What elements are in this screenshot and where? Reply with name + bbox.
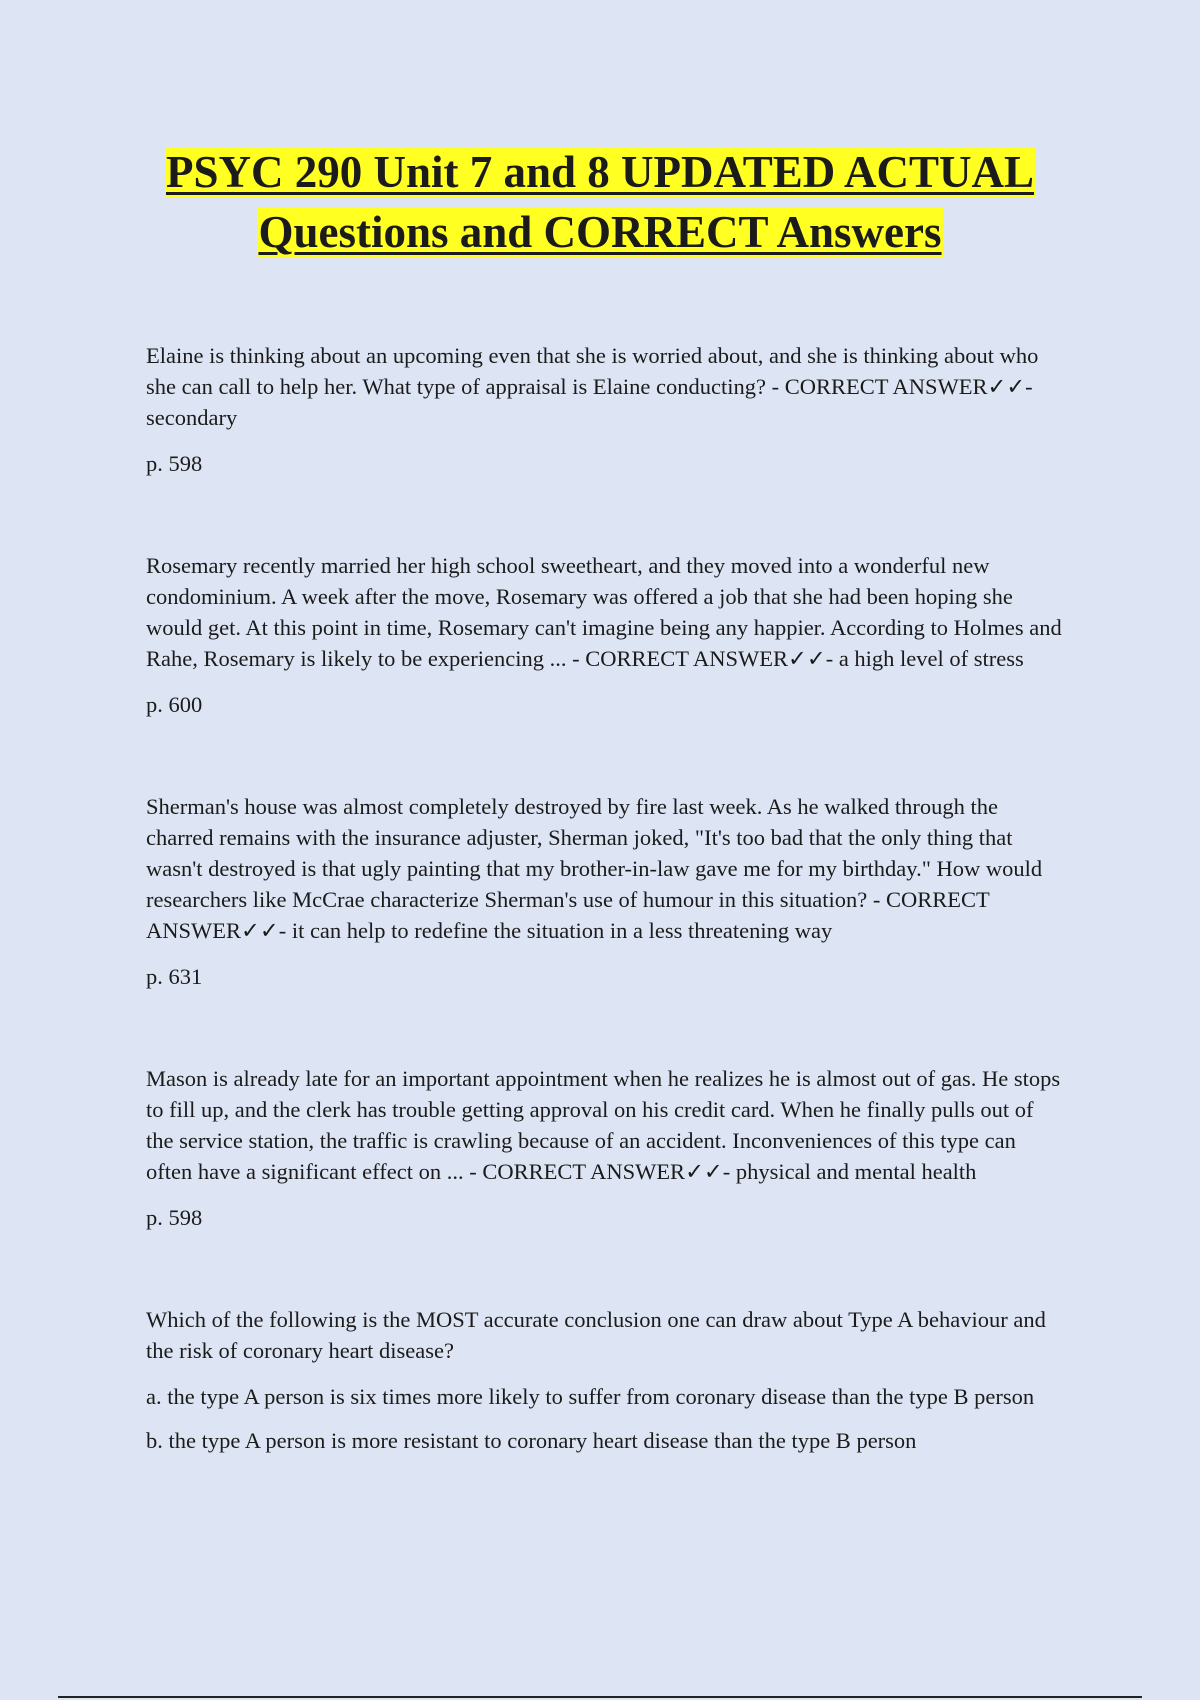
answer-choice-a: a. the type A person is six times more likely to suffer from coronary disease than the type B person <box>146 1384 1035 1409</box>
qa-entry-1 <box>146 340 1066 479</box>
document-title <box>100 142 1100 262</box>
entry-spacer <box>146 479 1066 550</box>
question-text: Rosemary recently married her high school sweetheart, and they moved into a wonderful new condominium. A week after the move, Rosemary was offered a job that she had been hoping she would get. At this point in time, Rosemary can't imagine being any happier. According to Holmes and Rahe, Rosemary is likely to be experiencing ... - CORRECT ANSWER✓✓- a high level of stress <box>146 553 1062 671</box>
question-text: Which of the following is the MOST accurate conclusion one can draw about Type A behaviour and the risk of coronary heart disease? <box>146 1307 1046 1363</box>
qa-entry-4 <box>146 1063 1066 1233</box>
document-title-text: PSYC 290 Unit 7 and 8 UPDATED ACTUAL Questions and CORRECT Answers <box>165 147 1035 257</box>
qa-entry-3 <box>146 791 1066 992</box>
page-reference: p. 598 <box>146 451 203 476</box>
entry-spacer <box>146 720 1066 791</box>
question-text: Mason is already late for an important appointment when he realizes he is almost out of gas. He stops to fill up, and the clerk has trouble getting approval on his credit card. When he finally pulls out of the service station, the traffic is crawling because of an accident. Inconveniences of this type can often have a significant effect on ... - CORRECT ANSWER✓✓- physical and mental health <box>146 1066 1061 1184</box>
qa-entry-5 <box>146 1304 1066 1456</box>
page-bottom-rule <box>58 1696 1142 1698</box>
entry-spacer <box>146 992 1066 1063</box>
page-reference: p. 598 <box>146 1205 203 1230</box>
answer-choice-b: b. the type A person is more resistant to coronary heart disease than the type B person <box>146 1428 917 1453</box>
question-text: Elaine is thinking about an upcoming even that she is worried about, and she is thinking about who she can call to help her. What type of appraisal is Elaine conducting? - CORRECT ANSWER✓✓- secondary <box>146 343 1039 430</box>
qa-entry-2 <box>146 550 1066 720</box>
page-reference: p. 600 <box>146 692 203 717</box>
entry-spacer <box>146 1233 1066 1304</box>
document-body <box>146 340 1066 1456</box>
page-reference: p. 631 <box>146 964 203 989</box>
question-text: Sherman's house was almost completely destroyed by fire last week. As he walked through the charred remains with the insurance adjuster, Sherman joked, "It's too bad that the only thing that wasn't destroyed is that ugly painting that my brother-in-law gave me for my birthday." How would researchers like McCrae characterize Sherman's use of humour in this situation? - CORRECT ANSWER✓✓- it can help to redefine the situation in a less threatening way <box>146 794 1043 943</box>
